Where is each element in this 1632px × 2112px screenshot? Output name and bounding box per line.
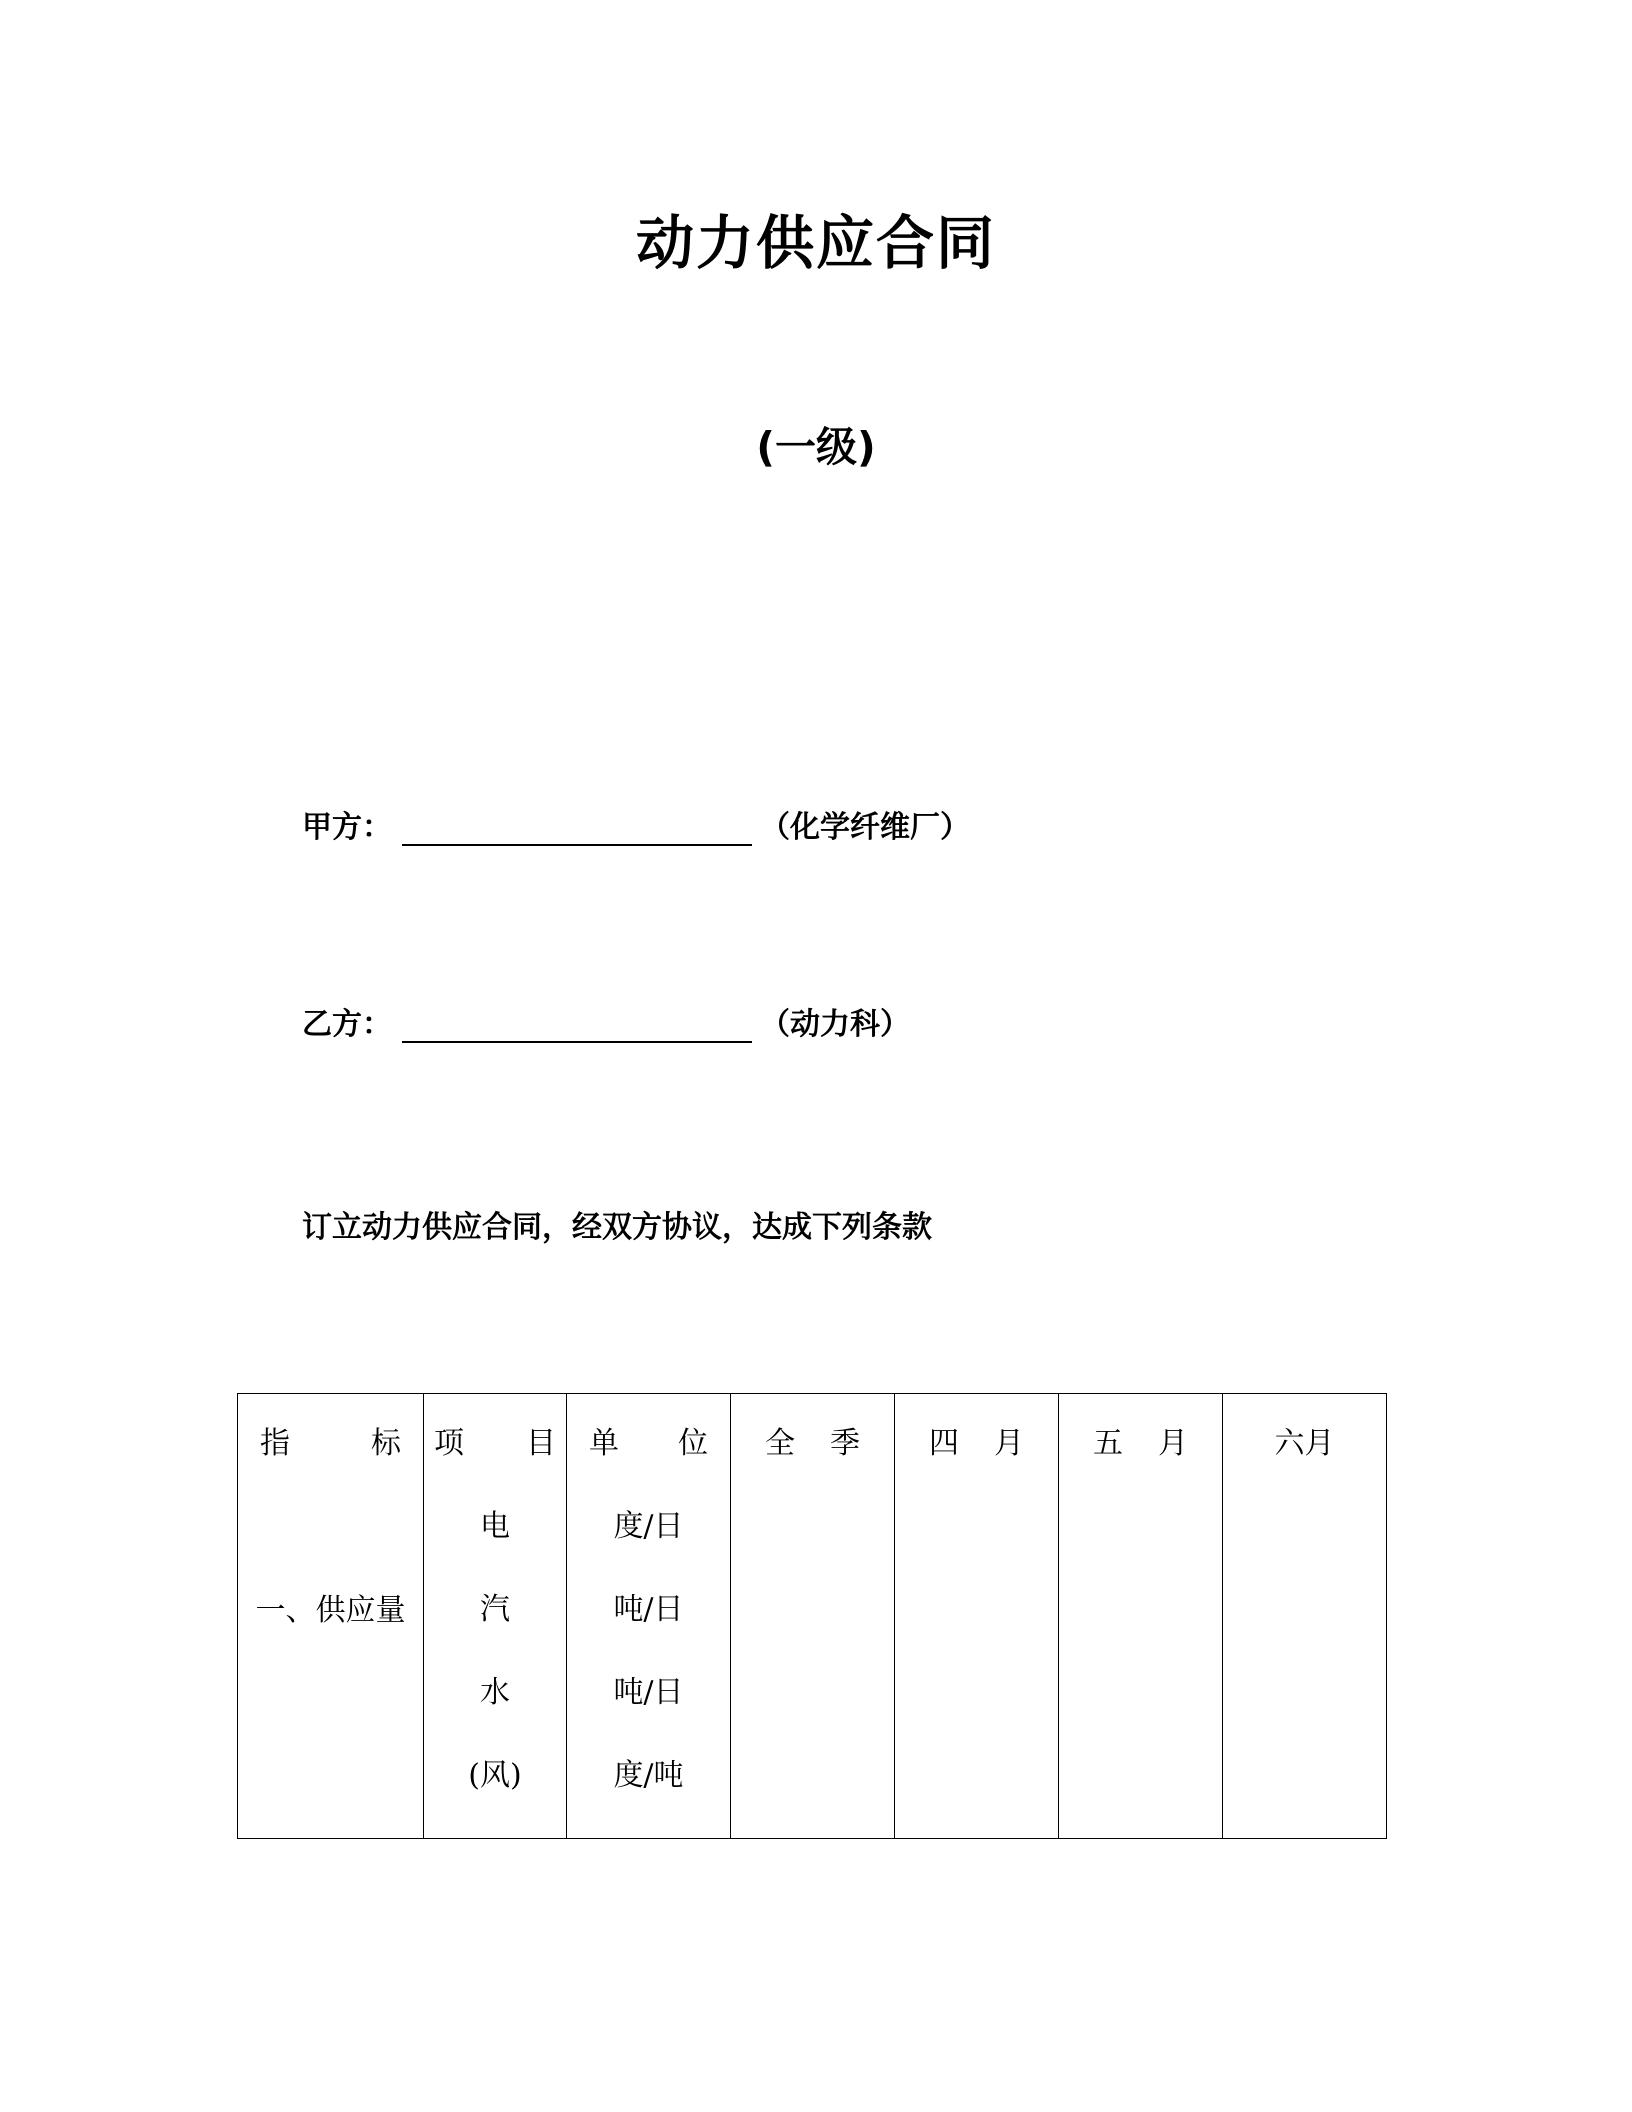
unit-steam: 吨/日 bbox=[613, 1592, 684, 1627]
full-season-cell bbox=[731, 1394, 895, 1839]
june-cell bbox=[1223, 1394, 1387, 1839]
document-subtitle: (一级) bbox=[756, 423, 876, 471]
april-cell bbox=[895, 1394, 1059, 1839]
unit-water: 吨/日 bbox=[613, 1675, 684, 1710]
header-june: 六月 bbox=[1274, 1426, 1335, 1461]
header-may: 五 月 bbox=[1093, 1426, 1188, 1461]
item-electricity: 电 bbox=[480, 1509, 510, 1544]
item-cell bbox=[424, 1394, 567, 1839]
intro-paragraph: 订立动力供应合同，经双方协议，达成下列条款 bbox=[302, 1210, 932, 1245]
header-full-season: 全 季 bbox=[765, 1426, 860, 1461]
party-a-label: 甲方： bbox=[302, 810, 392, 845]
party-b-line bbox=[302, 999, 910, 1043]
unit-cell bbox=[567, 1394, 731, 1839]
supply-table bbox=[237, 1393, 1387, 1839]
item-water: 水 bbox=[480, 1675, 510, 1710]
item-steam: 汽 bbox=[480, 1592, 510, 1627]
party-a-blank[interactable] bbox=[402, 810, 752, 846]
header-item: 项 目 bbox=[434, 1426, 556, 1461]
party-b-blank[interactable] bbox=[402, 1007, 752, 1043]
table-row bbox=[238, 1394, 1387, 1839]
header-indicator: 指 标 bbox=[260, 1426, 401, 1461]
unit-wind: 度/吨 bbox=[613, 1758, 684, 1793]
document-title: 动力供应合同 bbox=[635, 209, 996, 277]
party-a-note: （化学纤维厂） bbox=[760, 810, 970, 845]
may-cell bbox=[1059, 1394, 1223, 1839]
party-b-note: （动力科） bbox=[760, 1007, 910, 1042]
indicator-cell bbox=[238, 1394, 424, 1839]
unit-electricity: 度/日 bbox=[613, 1509, 684, 1544]
category-supply: 一、供应量 bbox=[255, 1593, 406, 1628]
party-b-label: 乙方： bbox=[302, 1007, 392, 1042]
header-unit: 单 位 bbox=[589, 1426, 708, 1461]
item-wind: (风) bbox=[468, 1758, 522, 1793]
party-a-line bbox=[302, 802, 970, 846]
header-april: 四 月 bbox=[929, 1426, 1024, 1461]
